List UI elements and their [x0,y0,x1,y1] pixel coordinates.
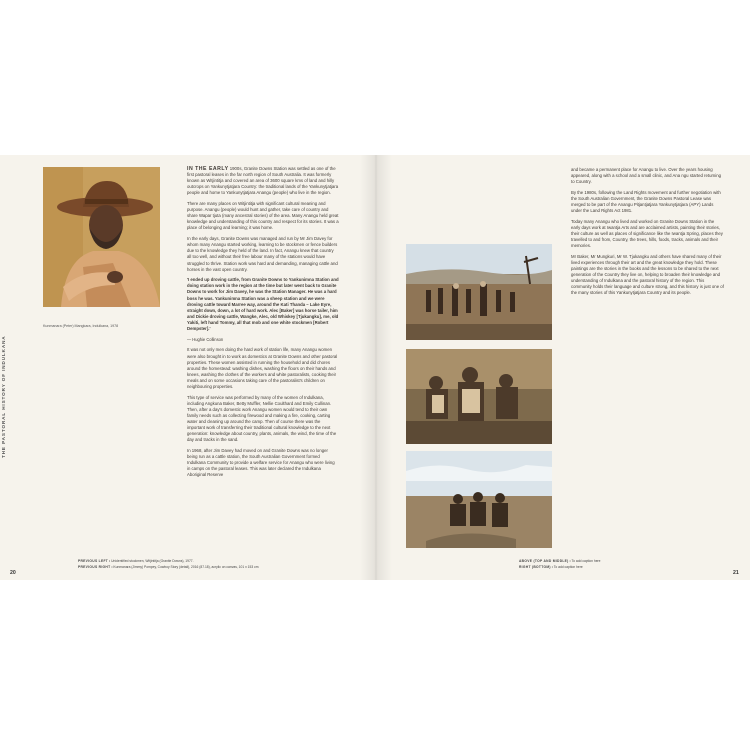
photo-illustration [406,244,552,340]
portrait-illustration [43,167,160,307]
book-spread [0,155,750,580]
page-number-left: 20 [10,570,16,576]
credit-line: RIGHT (BOTTOM) • To add caption here [519,564,583,569]
photo-stockmen-camp [406,244,552,340]
paragraph: In the early days, Granite Downs was managed and run by Mr Jim Davey for whom many Anangu started working, learning to be stockmen or fence builders due to the knowledge they held of the land. In fact, Anangu knew that country all too well, and without their free labour many of the stations would have struggled to thrive. Station work was hard and demanding, managing cattle and horses in the vast open country. [187,236,338,272]
page-number-right: 21 [733,570,739,576]
paragraph: IN THE EARLY 1900s, Granite Downs Station was settled as one of the first pastoral leases in the far north region of South Australia. It was formerly known as Witjintitja and covered an area of 3600 square kms of land and hilly outcrops on Yankunytjatjara Country: the traditional lands of the Yankunytjatjara people and home to Yankunytjatjara Anangu (people) who live in the region. [187,166,339,196]
pull-quote: 'I ended up droving cattle, from Granite Downs to Yankunimna Station and doing station work in the region at the time but later went back to Granite Downs to work for Jim Davey, he was the Station Manager. He was a hard boss he was. Yankunimna Station was a sheep station and we were droving cattle toward Marree way, around the Kati Thanda – Lake Eyre, straight down, down, a lot of hard work. Alec [Baker] was horse tailer, him and Dickie droving cattle, Wangke, Alec, old Whiskey [Tjukangku], me, old Yakiti, left hand Tommy, all that mob and one white stockmen [Robert Dempster].' [187,277,339,332]
paragraph: and became a permanent place for Anangu to live. Over the years housing appeared, along with a school and a small clinic, and Ana ngu started returning to Country. [571,167,722,185]
photo-illustration [406,451,552,548]
quote-attribution: — Hughie Collinson [187,336,224,342]
portrait-photo [43,167,160,307]
right-text-column [571,167,724,301]
left-page [0,155,376,580]
photo-credits-left [78,559,358,570]
paragraph: This type of service was performed by many of the women of Indulkana, including Angkuna Baker, Betty Muffler, Nellie Coulthard and Emily Cullinan. Then, after a day's domestic work Anangu women would tend to their own family needs such as collecting firewood and making a fire, cooking, carting water and cleaning up around the camp. Then of course there was the important work of transferring their traditional cultural knowledge to the next generation: knowledge about country, plants, animals, the wind, the time of the day and tracks in the sand. [187,394,337,443]
lead-in: IN THE EARLY [187,166,229,172]
left-text-column [187,166,339,483]
photo-women-camp [406,349,552,444]
running-head: THE PASTORAL HISTORY OF INDULKANA [1,335,6,458]
paragraph: Today many Anangu who lived and worked on Granite Downs Station in the early days work at Iwantja Arts and are acclaimed artists, painting their stories, their culture as well as places of significance like the Iwantja Spring, places they travelled to and from, Country, the trees, hills, foods, tracks, animals and their memories. [571,218,723,249]
book-gutter [360,155,392,580]
paragraph: Mr Baker, Mr Mungkuri, Mr W. Tjukangku and others have shared many of their lived experiences through their art and the great knowledge they hold. These paintings are the stories in the books and the lessons to be shared to the next generation of the Country they live on, helping to broaden their knowledge and understanding of Indulkana and the pastoral history of the region. This community holds their language and culture strong, and this history is just one of the many stories of this Yankunytjatjara Country and its people. [571,253,724,296]
paragraph: There are many places on Witjintitja with significant cultural meaning and purpose. Anangu (people) would hunt and gather, take care of country and share Wapar tjuta (many ancestral stories) of the area. Many Anangu held great knowledge and understanding of this country and respect for its stories. It was a place of belonging and learning; it was home. [187,201,339,231]
credit-line: PREVIOUS RIGHT • Kunmanara (Jimmy) Pompey, Cowboy Story (detail), 2016 (87.18), acrylic on canvas, 101 x 153 cm [78,564,259,569]
photo-men-desert [406,451,552,548]
photo-credits-right [519,559,719,570]
paragraph: By the 1980s, following the Land Rights movement and further negotiation with the South Australian Government, the Granite Downs Pastoral Lease was merged to be part of the Anangu Pitjantjatjara Yankunytjatjara (APY) Lands under the Land Rights Act 1981. [571,189,721,214]
portrait-caption: Kunmanara (Peter) Mangkara, Indulkana, 1978 [43,324,119,328]
photo-illustration [406,349,552,444]
credit-line: ABOVE (TOP AND MIDDLE) • To add caption here [519,559,601,563]
credit-line: PREVIOUS LEFT • Unidentified stockmen, Witjintitja (Granite Downs), 1977. [78,559,194,563]
paragraph: In 1968, after Jim Davey had moved on and Granite Downs was no longer being run as a cattle station, the South Australian Government formed Indulkana Community to provide a welfare service for Anangu who were living in camps on the pastoral leases. This was later declared the Indulkana Aboriginal Reserve [187,448,335,478]
paragraph: It was not only men doing the hard work of station life, many Anangu women were also brought in to work as domestics at Granite Downs and other pastoral properties. These women assisted in running the household and did chores around the homestead: washing dishes, washing the floors on their hands and knees, washing the clothes of the workers and white pastoralists, cooking their meals and on some occasions taking care of the pastoralist's children on neighbouring properties. [187,347,338,389]
